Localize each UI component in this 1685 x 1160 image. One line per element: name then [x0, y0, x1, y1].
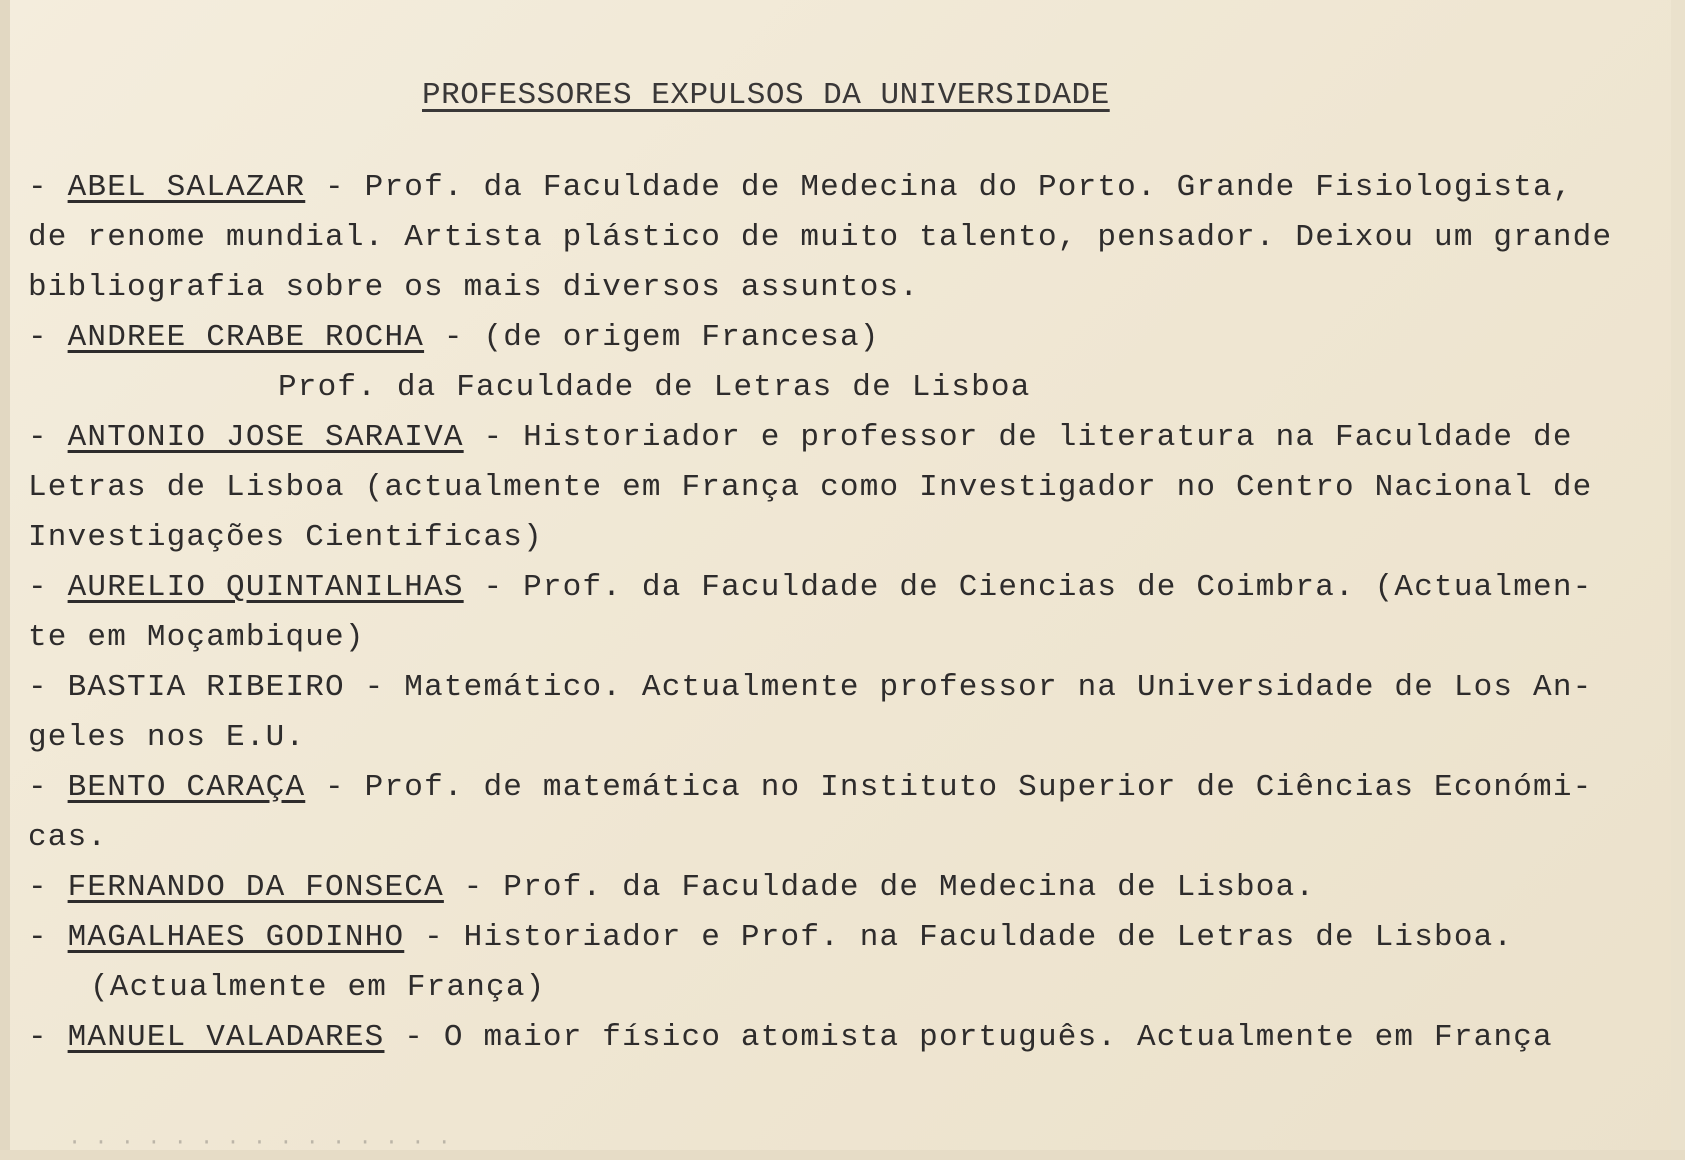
entry-bento-caraca — [28, 770, 1592, 805]
entry-continuation: bibliografia sobre os mais diversos assuntos. — [28, 270, 920, 305]
entry-continuation: te em Moçambique) — [28, 620, 365, 655]
entry-andree-crabe-rocha — [28, 320, 880, 355]
entry-description: - (de origem Francesa) — [424, 320, 880, 355]
entry-dash: - — [28, 170, 68, 205]
entry-description: - Historiador e Prof. na Faculdade de Letras de Lisboa. — [404, 920, 1514, 955]
entry-bastia-ribeiro — [28, 670, 1592, 705]
document-title: PROFESSORES EXPULSOS DA UNIVERSIDADE — [422, 78, 1110, 113]
entry-continuation: geles nos E.U. — [28, 720, 306, 755]
entry-antonio-jose-saraiva — [28, 420, 1573, 455]
entry-name: FERNANDO DA FONSECA — [67, 870, 444, 905]
entry-continuation: de renome mundial. Artista plástico de muito talento, pensador. Deixou um grande — [28, 220, 1613, 255]
entry-description: - O maior físico atomista português. Actualmente em França — [384, 1020, 1553, 1055]
cut-off-text-residue: · · · · · · · · · · · · · · · — [68, 1130, 451, 1155]
entry-description: - Prof. da Faculdade de Medecina de Lisboa. — [443, 870, 1316, 905]
entry-dash: - — [28, 670, 68, 705]
entry-description: - Prof. da Faculdade de Medecina do Porto. Grande Fisiologista, — [305, 170, 1573, 205]
entry-description: - Matemático. Actualmente professor na Universidade de Los An- — [344, 670, 1593, 705]
entry-name: ANTONIO JOSE SARAIVA — [67, 420, 464, 455]
entry-dash: - — [28, 570, 68, 605]
entry-dash: - — [28, 870, 68, 905]
entry-abel-salazar — [28, 170, 1573, 205]
paper-right-edge — [1671, 0, 1685, 1160]
entry-aurelio-quintanilhas — [28, 570, 1592, 605]
entry-continuation: Investigações Cientificas) — [28, 520, 543, 555]
entry-continuation: Prof. da Faculdade de Letras de Lisboa — [278, 370, 1031, 405]
entry-description: - Prof. da Faculdade de Ciencias de Coimbra. (Actualmen- — [463, 570, 1593, 605]
entry-name: MAGALHAES GODINHO — [67, 920, 405, 955]
entry-name: BENTO CARAÇA — [67, 770, 306, 805]
entry-name: AURELIO QUINTANILHAS — [67, 570, 464, 605]
entry-fernando-da-fonseca — [28, 870, 1315, 905]
paper-left-edge — [0, 0, 10, 1160]
entry-dash: - — [28, 1020, 68, 1055]
entry-continuation: (Actualmente em França) — [90, 970, 546, 1005]
entry-manuel-valadares — [28, 1020, 1553, 1055]
entry-description: - Prof. de matemática no Instituto Superior de Ciências Económi- — [305, 770, 1593, 805]
entry-name: MANUEL VALADARES — [67, 1020, 385, 1055]
entry-dash: - — [28, 920, 68, 955]
entry-name: ABEL SALAZAR — [67, 170, 306, 205]
entry-dash: - — [28, 320, 68, 355]
entry-continuation: Letras de Lisboa (actualmente em França como Investigador no Centro Nacional de — [28, 470, 1593, 505]
entry-name: BASTIA RIBEIRO — [67, 670, 345, 705]
entry-continuation: cas. — [28, 820, 108, 855]
entry-dash: - — [28, 420, 68, 455]
entry-name: ANDREE CRABE ROCHA — [67, 320, 425, 355]
entry-description: - Historiador e professor de literatura na Faculdade de — [463, 420, 1573, 455]
entry-magalhaes-godinho — [28, 920, 1513, 955]
entry-dash: - — [28, 770, 68, 805]
